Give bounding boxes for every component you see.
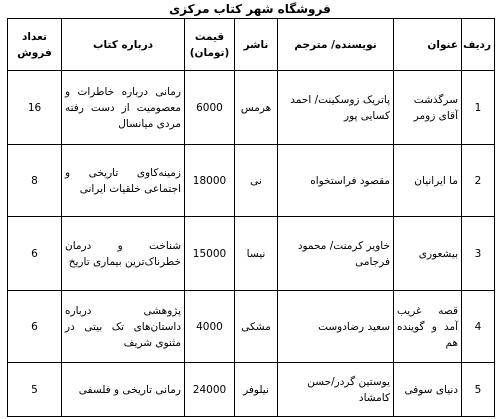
page-title: فروشگاه شهر کتاب مرکزی (169, 2, 331, 16)
cell-author: مقصود فراستخواه (278, 145, 394, 217)
cell-price: 15000 (185, 217, 235, 291)
cell-title: سرگذشت آقای زومر (394, 71, 462, 145)
cell-row-number: 3 (462, 217, 495, 291)
cell-author: یوستین گردر/حسن کامشاد (278, 363, 394, 417)
table-row (8, 217, 495, 291)
cell-sales: 5 (8, 363, 62, 417)
header-sales: تعداد فروش (8, 19, 62, 71)
cell-author: پاتریک زوسکینت/ احمد کسایی پور (278, 71, 394, 145)
header-title: عنوان (394, 19, 462, 71)
cell-sales: 8 (8, 145, 62, 217)
cell-row-number: 5 (462, 363, 495, 417)
cell-about: رمانی تاریخی و فلسفی (62, 363, 185, 417)
cell-sales: 6 (8, 217, 62, 291)
cell-title: بیشعوری (394, 217, 462, 291)
cell-about: پژوهشی درباره داستان‌های تک بیتی در مثنوی شریف (62, 291, 185, 363)
cell-title: قصه غریب آمد و گوینده هم (394, 291, 462, 363)
header-publisher: ناشر (235, 19, 278, 71)
cell-price: 6000 (185, 71, 235, 145)
cell-row-number: 2 (462, 145, 495, 217)
cell-row-number: 1 (462, 71, 495, 145)
cell-author: خاویر کرمنت/ محمود فرجامی (278, 217, 394, 291)
cell-title: ما ایرانیان (394, 145, 462, 217)
cell-sales: 6 (8, 291, 62, 363)
cell-publisher: نیسا (235, 217, 278, 291)
table-header-row (8, 19, 495, 71)
cell-about: زمینه‌کاوی تاریخی و اجتماعی خلقیات ایرانی (62, 145, 185, 217)
header-row-number: ردیف (462, 19, 495, 71)
books-table (7, 18, 495, 417)
header-about: درباره کتاب (62, 19, 185, 71)
cell-author: سعید رضادوست (278, 291, 394, 363)
cell-sales: 16 (8, 71, 62, 145)
cell-row-number: 4 (462, 291, 495, 363)
table-row (8, 291, 495, 363)
cell-price: 4000 (185, 291, 235, 363)
cell-about: شناخت و درمان خطرناک‌ترین بیماری تاریخ (62, 217, 185, 291)
cell-publisher: هرمس (235, 71, 278, 145)
cell-publisher: نیلوفر (235, 363, 278, 417)
header-price: قیمت (تومان) (185, 19, 235, 71)
cell-price: 18000 (185, 145, 235, 217)
header-author: نویسنده/ مترجم (278, 19, 394, 71)
table-row (8, 145, 495, 217)
table-row (8, 363, 495, 417)
table-row (8, 71, 495, 145)
cell-title: دنیای سوفی (394, 363, 462, 417)
cell-price: 24000 (185, 363, 235, 417)
cell-publisher: نی (235, 145, 278, 217)
cell-publisher: مشکی (235, 291, 278, 363)
cell-about: رمانی درباره خاطرات و معصومیت از دست رفته مردی میانسال (62, 71, 185, 145)
